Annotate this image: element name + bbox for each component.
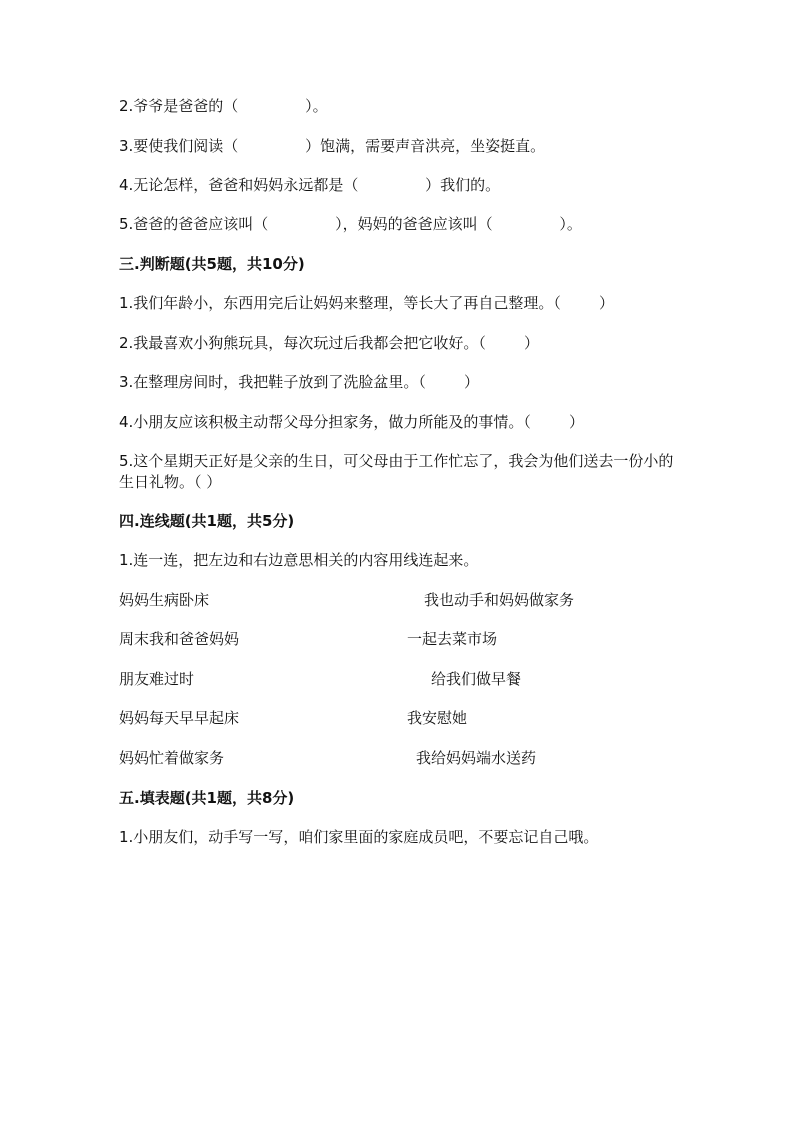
match-row (119, 590, 679, 610)
match-left-item[interactable]: 妈妈每天早早起床 (119, 709, 240, 727)
section-3-heading: 三.判断题(共5题，共10分) (119, 255, 305, 273)
match-row (119, 748, 679, 768)
match-left-item[interactable]: 朋友难过时 (119, 670, 195, 688)
question-3-4: 4.小朋友应该积极主动帮父母分担家务，做力所能及的事情。（ ） (119, 413, 584, 431)
match-left-item[interactable]: 妈妈忙着做家务 (119, 749, 225, 767)
question-5-1: 1.小朋友们，动手写一写，咱们家里面的家庭成员吧，不要忘记自己哦。 (119, 828, 599, 846)
question-4-1: 1.连一连，把左边和右边意思相关的内容用线连起来。 (119, 551, 479, 569)
question-3-1: 1.我们年龄小，东西用完后让妈妈来整理，等长大了再自己整理。（ ） (119, 294, 614, 312)
match-right-item[interactable]: 我安慰她 (407, 709, 468, 727)
question-2-5: 5.爸爸的爸爸应该叫（ ），妈妈的爸爸应该叫（ ）。 (119, 215, 582, 233)
match-right-item[interactable]: 给我们做早餐 (431, 670, 522, 688)
question-2-2: 2.爷爷是爸爸的（ ）。 (119, 97, 328, 115)
match-right-item[interactable]: 一起去菜市场 (407, 630, 498, 648)
question-3-5: 5.这个星期天正好是父亲的生日，可父母由于工作忙忘了，我会为他们送去一份小的生日礼物。（ ） (119, 452, 674, 491)
section-5-heading: 五.填表题(共1题，共8分) (119, 789, 295, 807)
question-3-3: 3.在整理房间时，我把鞋子放到了洗脸盆里。（ ） (119, 373, 479, 391)
match-left-item[interactable]: 周末我和爸爸妈妈 (119, 630, 240, 648)
question-2-4: 4.无论怎样，爸爸和妈妈永远都是（ ）我们的。 (119, 176, 501, 194)
match-right-item[interactable]: 我也动手和妈妈做家务 (424, 591, 575, 609)
match-right-item[interactable]: 我给妈妈端水送药 (416, 749, 537, 767)
match-row (119, 629, 679, 649)
question-3-2: 2.我最喜欢小狗熊玩具，每次玩过后我都会把它收好。（ ） (119, 334, 539, 352)
match-row (119, 708, 679, 728)
match-row (119, 669, 679, 689)
section-4-heading: 四.连线题(共1题，共5分) (119, 512, 295, 530)
question-2-3: 3.要使我们阅读（ ）饱满，需要声音洪亮，坐姿挺直。 (119, 137, 546, 155)
match-left-item[interactable]: 妈妈生病卧床 (119, 591, 210, 609)
